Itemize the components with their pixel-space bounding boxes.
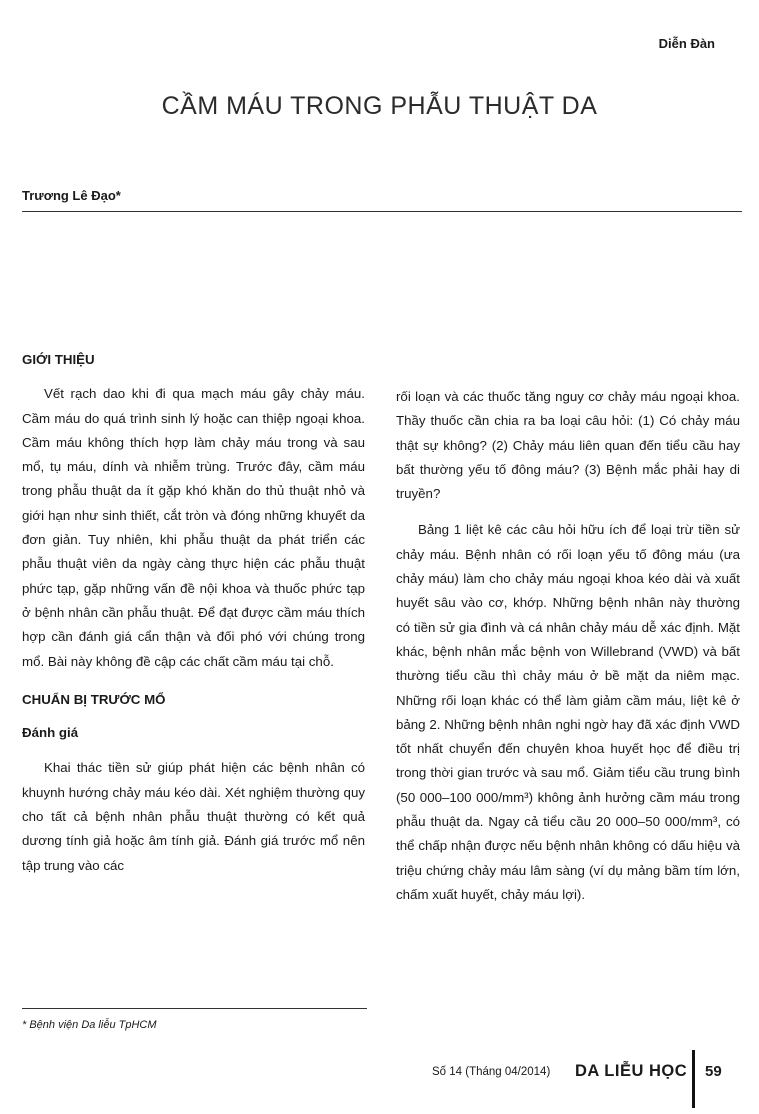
issue-info: Số 14 (Tháng 04/2014) <box>432 1066 551 1078</box>
journal-name: DA LIỄU HỌC <box>575 1062 688 1080</box>
evaluation-subheading: Đánh giá <box>22 725 79 741</box>
header-divider <box>22 211 742 212</box>
right-column <box>396 385 740 907</box>
right-paragraph-1: rối loạn và các thuốc tăng nguy cơ chảy máu ngoại khoa. Thầy thuốc cần chia ra ba loại câu hỏi: (1) Có chảy máu thật sự không? (2) Chảy máu liên quan đến tiểu cầu hay bất thường yếu tố đông máu? (3) Bệnh mắc phải hay di truyền? <box>396 389 740 502</box>
intro-paragraph: Vết rạch dao khi đi qua mạch máu gây chảy máu. Cầm máu do quá trình sinh lý hoặc can thiệp ngoại khoa. Cầm máu không thích hợp làm chảy máu trong và sau mổ, tụ máu, dính và nhiễm trùng. Trước đây, cầm máu trong phẫu thuật da ít gặp khó khăn do thủ thuật nhỏ và giới hạn như sinh thiết, cắt tròn và đóng những khuyết da đơn giản. Tuy nhiên, khi phẫu thuật da phát triển các phẫu thuật viên da ngày càng thực hiện các phẫu thuật phức tạp, gặp những vấn đề nội khoa và thuốc phức tạp ở bệnh nhân cần phẫu thuật. Để đạt được cầm máu thích hợp cần đánh giá cẩn thận và đối phó với chúng trong mổ. Bài này không đề cập các chất cầm máu tại chỗ. <box>22 386 365 669</box>
page-number: 59 <box>705 1063 722 1080</box>
author-affiliation-footnote: * Bệnh viện Da liễu TpHCM <box>22 1019 157 1031</box>
footnote-divider <box>22 1008 367 1009</box>
preop-heading: CHUẨN BỊ TRƯỚC MỔ <box>22 691 166 707</box>
left-column <box>22 348 365 878</box>
article-author: Trương Lê Đạo* <box>22 188 121 203</box>
article-title: CẦM MÁU TRONG PHẪU THUẬT DA <box>161 92 598 120</box>
intro-heading: GIỚI THIỆU <box>22 352 95 367</box>
evaluation-paragraph: Khai thác tiền sử giúp phát hiện các bệnh nhân có khuynh hướng chảy máu kéo dài. Xét nghiệm thường quy cho tất cả bệnh nhân phẫu thuật thường có kết quả dương tính giả hoặc âm tính giả. Đánh giá trước mổ nên tập trung vào các <box>22 760 365 873</box>
right-paragraph-2: Bảng 1 liệt kê các câu hỏi hữu ích để loại trừ tiền sử chảy máu. Bệnh nhân có rối loạn yếu tố đông máu (ưa chảy máu) làm cho chảy máu ngoại khoa kéo dài và xuất huyết sâu vào cơ, khớp. Những bệnh nhân này thường có tiền sử gia đình và cá nhân chảy máu dễ xác định. Mặt khác, bệnh nhân mắc bệnh von Willebrand (VWD) và bất thường tiểu cầu thì chảy máu ở bề mặt da niêm mạc. Những rối loạn khác có thể làm giảm cầm máu, liệt kê ở bảng 2. Những bệnh nhân nghi ngờ hay đã xác định VWD tốt nhất chuyển đến chuyên khoa huyết học để điều trị trong thời gian trước và sau mổ. Giảm tiểu cầu trung bình (50 000–100 000/mm³) không ảnh hưởng cầm máu trong phẫu thuật da. Ngay cả tiểu cầu 20 000–50 000/mm³, có thể chấp nhận được nếu bệnh nhân không có dấu hiệu và triệu chứng chảy máu lâm sàng (ví dụ mảng bầm tím lớn, chấm xuất huyết, chảy máu lợi). <box>396 522 740 902</box>
page-number-separator <box>692 1050 695 1108</box>
section-tag: Diễn Đàn <box>658 36 715 51</box>
